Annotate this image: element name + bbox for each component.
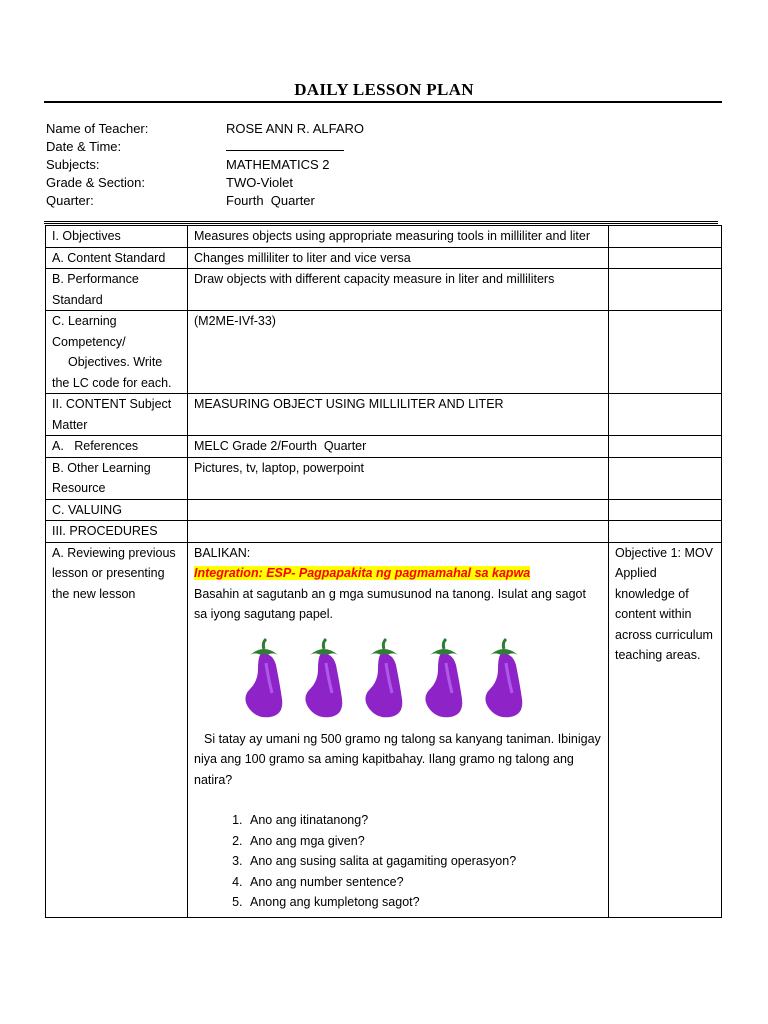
eggplant-icon (236, 637, 290, 719)
row-label: C. VALUING (46, 499, 188, 521)
row-remarks (609, 311, 722, 394)
row-label: B. Other Learning Resource (46, 457, 188, 499)
teacher-info (46, 120, 364, 210)
eggplant-icon (296, 637, 350, 719)
table-row (46, 247, 722, 269)
info-row-grade (46, 174, 364, 192)
row-remarks (609, 394, 722, 436)
row-label: A. Reviewing previous lesson or presenting the new lesson (46, 542, 188, 917)
row-label-line: Objectives. Write the LC code for each. (52, 355, 172, 390)
blank-line (226, 138, 344, 151)
row-value: MELC Grade 2/Fourth Quarter (188, 436, 609, 458)
eggplant-icon (356, 637, 410, 719)
row-label (46, 311, 188, 394)
lesson-plan-table (45, 225, 722, 918)
row-value (188, 521, 609, 543)
row-label: II. CONTENT Subject Matter (46, 394, 188, 436)
info-label: Subjects: (46, 157, 100, 172)
row-remarks (609, 226, 722, 248)
table-row (46, 521, 722, 543)
row-value: MEASURING OBJECT USING MILLILITER AND LITER (188, 394, 609, 436)
table-row (46, 542, 722, 917)
row-value: Draw objects with different capacity measure in liter and milliliters (188, 269, 609, 311)
eggplant-illustration (194, 637, 602, 719)
info-label: Name of Teacher: (46, 121, 149, 136)
list-item: 3. Ano ang susing salita at gagamiting operasyon? (246, 851, 602, 872)
info-value: MATHEMATICS 2 (226, 157, 330, 172)
eggplant-icon (416, 637, 470, 719)
info-label: Date & Time: (46, 139, 122, 154)
info-value: TWO-Violet (226, 175, 293, 190)
info-label: Grade & Section: (46, 175, 145, 190)
table-row (46, 269, 722, 311)
table-row (46, 311, 722, 394)
info-value: Fourth Quarter (226, 193, 315, 208)
row-label: I. Objectives (46, 226, 188, 248)
table-row (46, 499, 722, 521)
row-remarks (609, 499, 722, 521)
info-row-teacher (46, 120, 364, 138)
row-label: A. Content Standard (46, 247, 188, 269)
row-remarks (609, 457, 722, 499)
question-list (194, 810, 602, 913)
row-value: Pictures, tv, laptop, powerpoint (188, 457, 609, 499)
info-row-subjects (46, 156, 364, 174)
info-row-quarter (46, 192, 364, 210)
table-row (46, 436, 722, 458)
row-value: Measures objects using appropriate measuring tools in milliliter and liter (188, 226, 609, 248)
list-item: 1. Ano ang itinatanong? (246, 810, 602, 831)
row-label: B. Performance Standard (46, 269, 188, 311)
review-content (188, 542, 609, 917)
row-value: (M2ME-IVf-33) (188, 311, 609, 394)
integration-note (194, 563, 602, 584)
review-heading: BALIKAN: (194, 545, 251, 560)
row-label: A. References (46, 436, 188, 458)
info-value-blank (226, 138, 344, 156)
row-remarks (609, 247, 722, 269)
row-remarks (609, 436, 722, 458)
instruction-text: Basahin at sagutanb an g mga sumusunod na tanong. Isulat ang sagot sa iyong sagutang papel. (194, 586, 586, 621)
list-item: 4. Ano ang number sentence? (246, 872, 602, 893)
table-row (46, 394, 722, 436)
info-row-date (46, 138, 364, 156)
row-label-line: C. Learning Competency/ (52, 314, 126, 349)
table-row (46, 226, 722, 248)
word-problem: Si tatay ay umani ng 500 gramo ng talong sa kanyang taniman. Ibinigay niya ang 100 gramo sa aming kapitbahay. Ilang gramo ng talong ang natira? (194, 731, 601, 787)
row-value: Changes milliliter to liter and vice versa (188, 247, 609, 269)
row-value (188, 499, 609, 521)
row-label: III. PROCEDURES (46, 521, 188, 543)
list-item: 5. Anong ang kumpletong sagot? (246, 892, 602, 913)
info-value: ROSE ANN R. ALFARO (226, 121, 364, 136)
section-divider (44, 221, 718, 222)
list-item: 2. Ano ang mga given? (246, 831, 602, 852)
info-label: Quarter: (46, 193, 94, 208)
eggplant-icon (476, 637, 530, 719)
table-row (46, 457, 722, 499)
row-remarks: Objective 1: MOV Applied knowledge of content within across curriculum teaching areas. (609, 542, 722, 917)
integration-highlight: Integration: ESP- Pagpapakita ng pagmamahal sa kapwa (194, 566, 531, 580)
section-divider (44, 223, 718, 224)
title-underline (44, 101, 722, 103)
row-remarks (609, 521, 722, 543)
page-title: DAILY LESSON PLAN (294, 80, 474, 99)
row-remarks (609, 269, 722, 311)
